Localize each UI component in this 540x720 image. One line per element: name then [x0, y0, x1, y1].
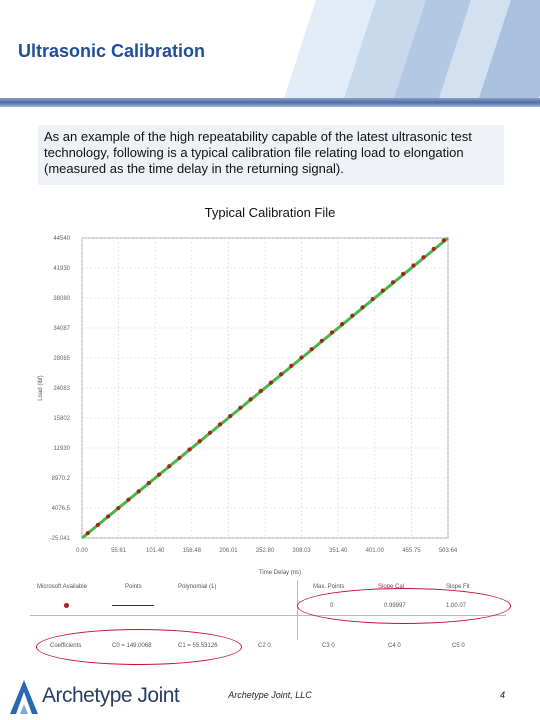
data-point	[289, 364, 293, 368]
intro-text: As an example of the high repeatability capable of the latest ultrasonic test technology, following is a typical calibration file relating load to elongation (measured as the time delay in the returning signal).	[38, 125, 504, 185]
data-point	[401, 272, 405, 276]
data-point	[350, 314, 354, 318]
data-point	[442, 238, 446, 242]
max-points-value: 0	[330, 603, 334, 609]
data-point	[238, 406, 242, 410]
x-tick-label: 101.40	[146, 548, 165, 554]
data-point	[96, 523, 100, 527]
y-tick-label: 11930	[53, 446, 70, 452]
y-tick-label: 34087	[53, 326, 70, 332]
page-title: Ultrasonic Calibration	[18, 41, 206, 61]
data-point	[320, 339, 324, 343]
data-point	[391, 280, 395, 284]
coefficient-c1: C1 = 55.53126	[178, 643, 218, 649]
data-point	[86, 531, 90, 535]
data-point	[157, 473, 161, 477]
slide-header	[0, 0, 540, 98]
data-point	[187, 447, 191, 451]
legend-header: Microsoft Available	[37, 584, 87, 590]
data-point	[421, 255, 425, 259]
data-point	[299, 355, 303, 359]
data-point	[310, 347, 314, 351]
data-point	[432, 247, 436, 251]
x-tick-label: 252.80	[255, 548, 275, 554]
data-point	[198, 439, 202, 443]
data-point	[228, 414, 232, 418]
highlight-oval	[297, 588, 511, 624]
x-tick-label: 351.40	[329, 548, 348, 554]
data-point	[167, 464, 171, 468]
data-point	[360, 305, 364, 309]
data-point	[177, 456, 181, 460]
y-tick-label: 44540	[53, 236, 70, 242]
x-tick-label: 401.00	[365, 548, 384, 554]
y-tick-label: 4076.5	[51, 506, 70, 512]
coefficient-c4: C4 0	[388, 643, 401, 649]
legend-divider	[297, 580, 298, 640]
x-axis-label: Time Delay (ns)	[258, 570, 302, 576]
legend-header: Polynomial (1)	[178, 584, 217, 590]
y-tick-label: 8970.2	[51, 476, 70, 482]
slope-fit-value: 1.00.07	[446, 603, 467, 609]
legend-line-marker	[112, 605, 154, 606]
data-point	[147, 481, 151, 485]
x-tick-label: 455.75	[402, 548, 421, 554]
legend-point-marker	[64, 603, 69, 608]
y-tick-label: 28085	[53, 356, 70, 362]
x-tick-label: 0.00	[76, 548, 88, 554]
data-point	[340, 322, 344, 326]
slope-cal-value: 0.99997	[384, 603, 406, 609]
data-point	[106, 514, 110, 518]
data-point	[269, 380, 273, 384]
y-tick-label: 38080	[53, 296, 70, 302]
coefficient-c5: C5 0	[452, 643, 465, 649]
y-tick-label: -25.041	[49, 536, 70, 542]
coefficient-c3: C3 0	[322, 643, 335, 649]
legend-header: Points	[125, 584, 142, 590]
data-point	[137, 489, 141, 493]
x-tick-label: 206.01	[219, 548, 238, 554]
legend-header: Max. Points	[313, 584, 345, 590]
x-tick-label: 503.64	[438, 548, 458, 554]
coefficient-c2: C2 0	[258, 643, 271, 649]
y-axis-label: Load (lbf)	[38, 375, 44, 401]
data-point	[116, 506, 120, 510]
x-tick-label: 55.61	[111, 548, 127, 554]
legend-header: Slope Fit	[446, 584, 470, 590]
header-divider	[0, 98, 540, 107]
data-point	[330, 330, 334, 334]
data-point	[259, 389, 263, 393]
x-tick-label: 308.03	[292, 548, 311, 554]
data-point	[411, 263, 415, 267]
data-point	[208, 431, 212, 435]
data-point	[371, 297, 375, 301]
logo-text: Archetype Joint	[42, 684, 180, 707]
data-point	[126, 498, 130, 502]
page-number: 4	[500, 690, 506, 700]
x-tick-label: 158.48	[182, 548, 201, 554]
data-point	[248, 397, 252, 401]
data-point	[381, 289, 385, 293]
footer-company: Archetype Joint, LLC	[228, 690, 312, 700]
y-tick-label: 41930	[53, 266, 70, 272]
y-tick-label: 24083	[53, 386, 70, 392]
highlight-oval	[36, 629, 242, 665]
legend-header: Slope Cal	[378, 584, 405, 590]
chart-title: Typical Calibration File	[204, 205, 336, 220]
coefficient-c0: C0 = 149.0068	[112, 643, 152, 649]
coefficients-label: Coefficients	[50, 643, 82, 649]
data-point	[218, 422, 222, 426]
data-point	[279, 372, 283, 376]
y-tick-label: 15802	[53, 416, 70, 422]
